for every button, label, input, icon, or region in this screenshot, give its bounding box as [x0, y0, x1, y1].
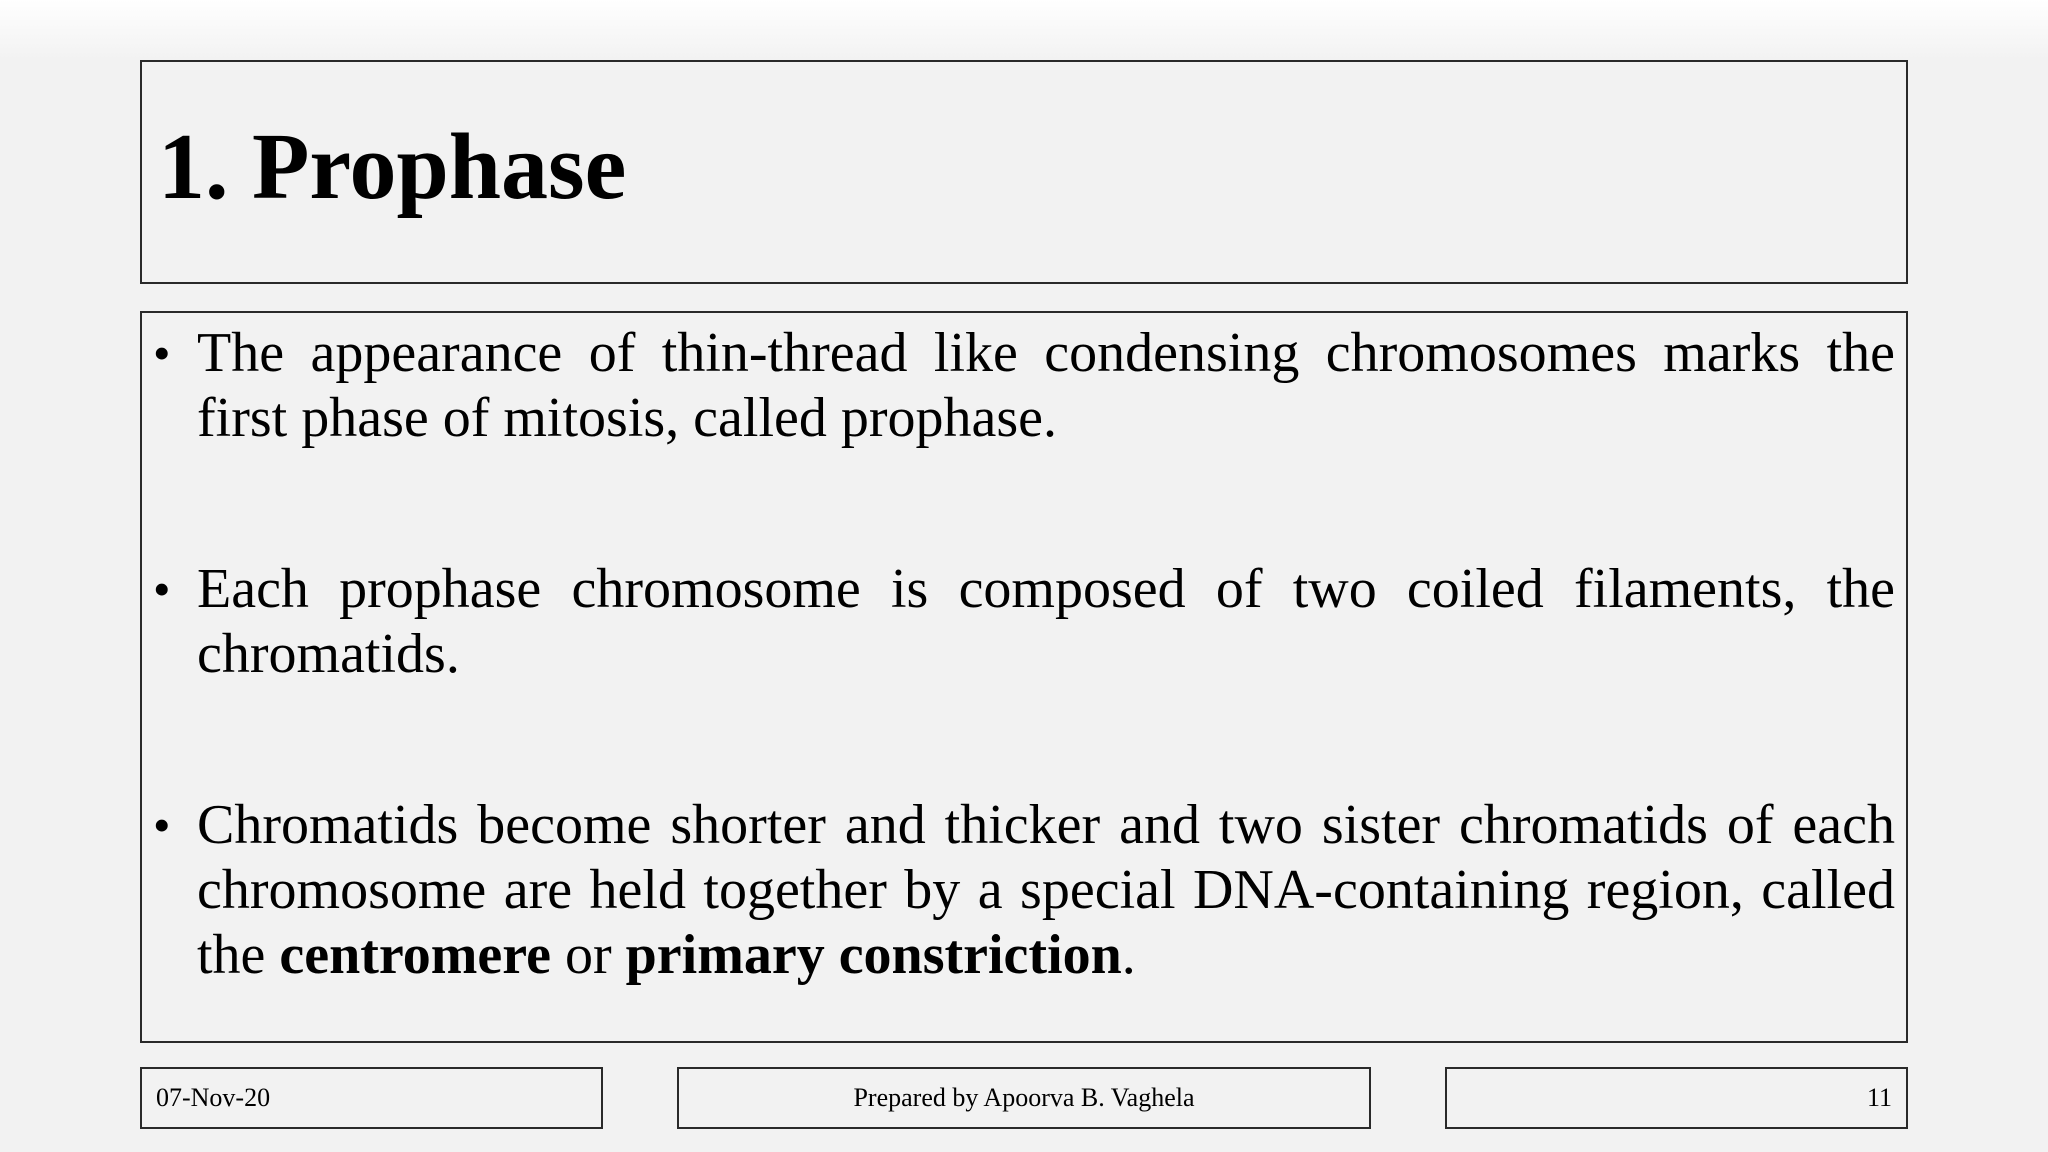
bullet-item [153, 793, 1895, 988]
footer-date-box [140, 1067, 603, 1129]
page-number: 11 [1866, 1083, 1892, 1112]
footer-credit: Prepared by Apoorva B. Vaghela [853, 1083, 1195, 1112]
bold-term-primary-constriction: primary constriction [625, 924, 1122, 986]
slide-title: 1. Prophase [158, 115, 627, 219]
bullet-text-part: or [550, 924, 626, 986]
top-shade [0, 0, 2048, 60]
footer-credit-box [677, 1067, 1371, 1129]
bullet-icon: • [153, 561, 171, 617]
bullet-item [153, 557, 1895, 687]
footer-date: 07-Nov-20 [156, 1083, 271, 1112]
bullet-text-part: . [1121, 924, 1136, 986]
footer-page-box [1445, 1067, 1908, 1129]
bullet-icon: • [153, 797, 171, 853]
bullet-icon: • [153, 325, 171, 381]
content-placeholder [140, 311, 1908, 1043]
bold-term-centromere: centromere [279, 924, 551, 986]
bullet-text: Each prophase chromosome is composed of two coiled filaments, the chromatids. [197, 558, 1895, 685]
bullet-text-part: Chromatids become shorter and thicker and two sister chromatids of each chromosome are held together by a special DNA-containing region, called the [197, 794, 1895, 986]
bullet-text: The appearance of thin-thread like condensing chromosomes marks the first phase of mitosis, called prophase. [197, 322, 1895, 449]
title-placeholder [140, 60, 1908, 284]
bullet-item [153, 321, 1895, 451]
